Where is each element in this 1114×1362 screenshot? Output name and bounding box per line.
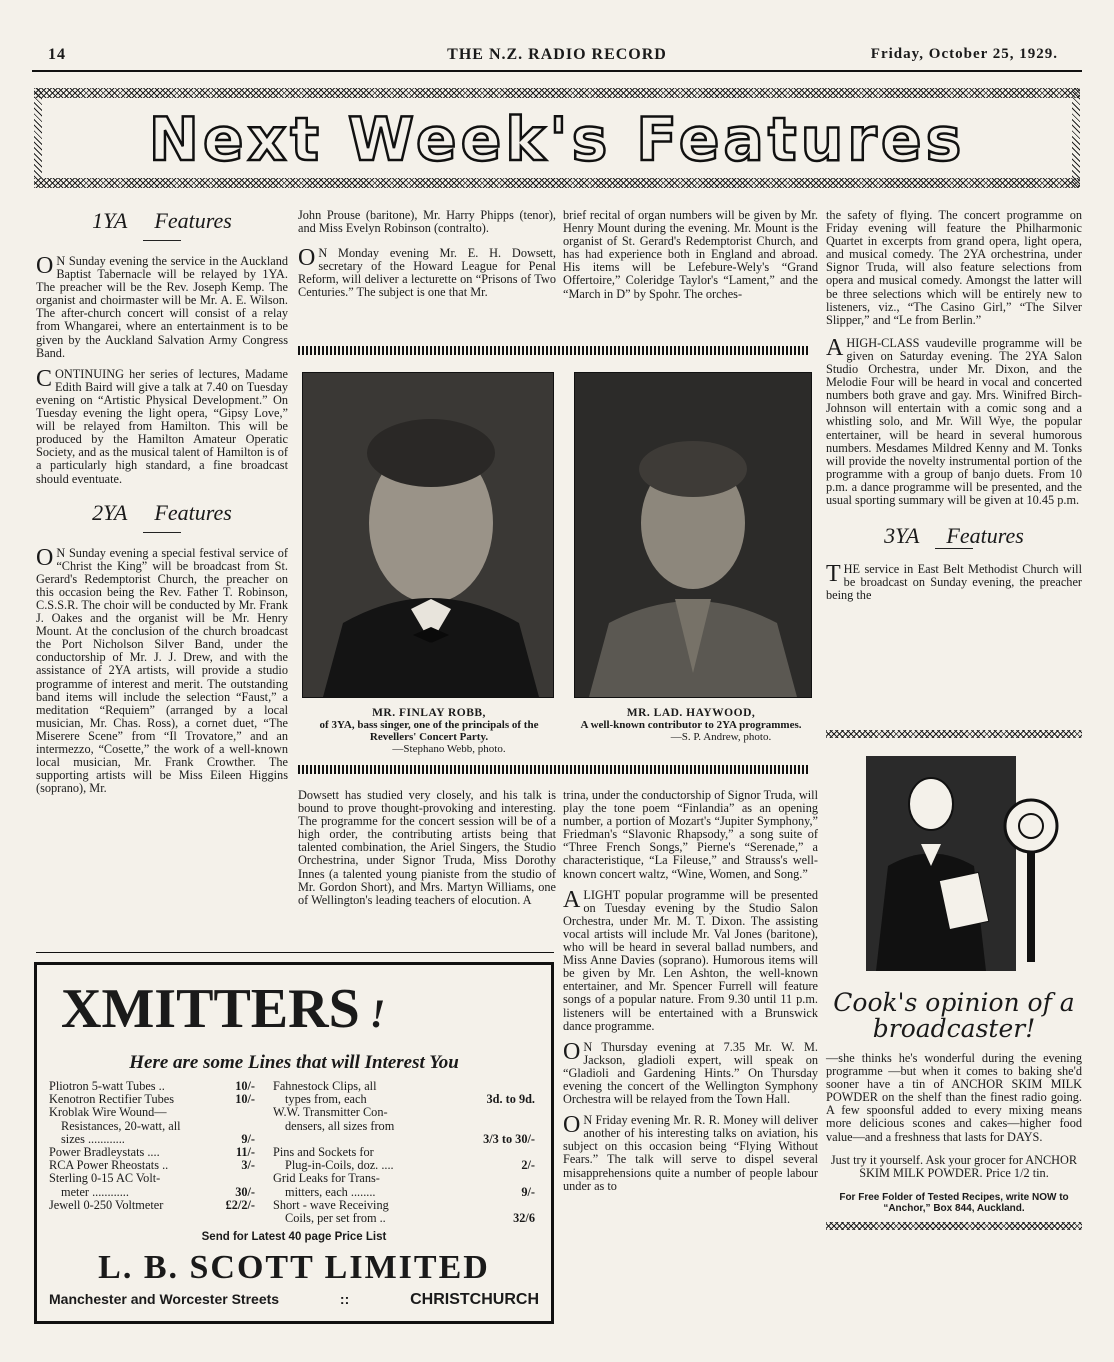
- article-paragraph: AHIGH-CLASS vaudeville programme will be given on Saturday evening. The 2YA Salon Studio Orchestra, under Mr. Dixon, and the Melodie Four will be heard in vocal and concerted numbers both grave and gay. Mrs. Winifred Birch-Johnson will entertain with a comic song and a whistling solo, and Mr. Will Wye, the popular entertainer, will be heard in several humorous numbers. Mesdames Mildred Kenny and M. Tonks will provide the novelty instrumental portion of the programme with a group of banjo duets. From 10 p.m. a dance programme will be presented, and the usual sporting summary will be given at 10.45 p.m.: [826, 334, 1082, 507]
- column-3-bottom: [563, 789, 818, 1201]
- ad-item: Resistances, 20-watt, all: [61, 1118, 181, 1133]
- ad-item: Plug-in-Coils, doz. .... 2/-: [285, 1158, 535, 1173]
- ad-subhead: Here are some Lines that will Interest You: [129, 1052, 459, 1073]
- ad-item: densers, all sizes from: [285, 1118, 395, 1133]
- article-paragraph: John Prouse (baritone), Mr. Harry Phipps (tenor), and Miss Evelyn Robinson (contralto).: [298, 208, 556, 236]
- ad-item: RCA Power Rheostats .. 3/-: [49, 1158, 255, 1173]
- column-3-top: [563, 209, 818, 309]
- column-2-top: [298, 209, 556, 308]
- ad-headline: Cook's opinion of a broadcaster!: [833, 988, 1075, 1043]
- announcer-head: [909, 778, 953, 830]
- ad-item: Coils, per set from .. 32/6: [285, 1211, 535, 1226]
- article-paragraph: the safety of flying. The concert programme on Friday evening will feature the Philharmonic Quartet in excerpts from grand opera, light opera, and musical comedy. The 2YA orchestrina, under Signor Truda, will also feature selections from opera and musical comedy. Amongst the latter will be three selections which will be entirely new to listeners, viz., “The Casino Girl,” “The Silver Slipper,” and “Le from Berlin.”: [826, 208, 1082, 327]
- ad-border-top: [826, 730, 1082, 738]
- article-paragraph: ON Sunday evening the service in the Auckland Baptist Tabernacle will be relayed by 1YA. The preacher will be the Rev. Joseph Kemp. The organist and choirmaster will be Mr. A. E. Wilson. The after-church concert will consist of a relay from Whangarei, where an entertainment is to be given by the Auckland Salvation Army Congress Band.: [36, 253, 288, 360]
- ad-price-list: [49, 1080, 539, 1225]
- microphone-icon: [1005, 800, 1057, 852]
- column-1: [36, 208, 288, 803]
- ad-list-right: [273, 1080, 535, 1225]
- ad-item: Jewell 0-250 Voltmeter £2/2/-: [49, 1197, 255, 1212]
- ad-address-separator: ::: [339, 1291, 350, 1308]
- header-rule: [32, 70, 1082, 72]
- article-paragraph: CONTINUING her series of lectures, Madame Edith Baird will give a talk at 7.40 on Tuesday evening on “Artistic Physical Development.” On Tuesday evening the light opera, “Gipsy Love,” will be relayed from Hamilton. This will be produced by the Hamilton Amateur Operatic Society, and as the musical talent of Hamilton is of a particularly high standard, a fine broadcast should eventuate.: [36, 365, 288, 486]
- section-1ya-title: 1YA Features: [92, 208, 232, 233]
- article-paragraph: trina, under the conductorship of Signor Truda, will play the tone poem “Finlandia” as an opening number, a portion of Mozart's “Jupiter Symphony,” Friedman's “Slavonic Rhapsody,” a song suite of “Three French Songs,” Pierne's “Serenade,” a characteristique, “La Fileuse,” and Strauss's well-known concert waltz, “Wine, Women, and Song.”: [563, 788, 818, 881]
- photo-bottom-rule: [298, 765, 810, 774]
- ad-item: meter ............ 30/-: [61, 1184, 255, 1199]
- ad-item: Kenotron Rectifier Tubes 10/-: [49, 1092, 255, 1107]
- ad-item: mitters, each ........ 9/-: [285, 1184, 535, 1199]
- section-2ya-title: 2YA Features: [92, 499, 232, 525]
- section-rule: [143, 240, 181, 241]
- xmitters-advertisement: [34, 962, 554, 1324]
- article-paragraph: ON Monday evening Mr. E. H. Dowsett, secretary of the Howard League for Penal Reform, will deliver a lecturette on “Prisons of Two Centuries.” The subject is one that Mr.: [298, 245, 556, 300]
- section-divider: [36, 952, 554, 953]
- anchor-advertisement: [826, 730, 1082, 1330]
- portrait-image: [303, 373, 553, 697]
- ad-item: Power Bradleystats .... 11/-: [49, 1145, 255, 1160]
- caption-name: MR. LAD. HAYWOOD,: [626, 707, 756, 719]
- ad-address: [49, 1291, 539, 1309]
- ad-company: L. B. SCOTT LIMITED: [98, 1249, 490, 1287]
- caption-credit: —Stephano Webb, photo.: [392, 743, 506, 755]
- ad-body: —she thinks he's wonderful during the evening programme —but when it comes to baking she'd sooner have a tin of ANCHOR SKIM MILK POWDER on the shelf than the finest radio going. A few spoonsful added to every mixing means more delicious scones and cakes—higher food value—and a freshness that lasts for DAYS.: [826, 1051, 1082, 1144]
- ad-item: Fahnestock Clips, all: [273, 1079, 377, 1093]
- ad-item: Sterling 0-15 AC Volt-: [49, 1171, 161, 1186]
- ad-item: 3/3 to 30/-: [483, 1131, 535, 1146]
- ad-item: Pins and Sockets for: [273, 1145, 374, 1160]
- ad-item: sizes ............ 9/-: [61, 1131, 255, 1146]
- ad-item: Pliotron 5-watt Tubes .. 10/-: [49, 1079, 255, 1093]
- section-rule: [935, 548, 973, 549]
- section-rule: [143, 532, 181, 533]
- caption-name: MR. FINLAY ROBB,: [372, 707, 486, 719]
- ad-list-left: [49, 1080, 255, 1225]
- caption-credit: —S. P. Andrew, photo.: [670, 731, 772, 743]
- article-paragraph: brief recital of organ numbers will be given by Mr. Henry Mount during the evening. Mr. Mount is the organist of St. Gerard's Redemptorist Church, and has had experience both in England and abroad. His items will be Lefebure-Wely's “Grand Offertoire,” Coleridge Taylor's “Lament,” and the “March in D” by Spohr. The orches-: [563, 208, 818, 301]
- caption-desc: A well-known contributor to 2YA programmes.: [580, 719, 802, 731]
- article-paragraph: THE service in East Belt Methodist Church will be broadcast on Sunday evening, the preacher being the: [826, 561, 1082, 603]
- photo-finlay-robb: [302, 372, 554, 698]
- photo-top-rule: [298, 346, 810, 355]
- ad-headline-text: XMITTERS: [61, 978, 360, 1040]
- photo-lad-haywood: [574, 372, 812, 698]
- caption-lad-haywood: [568, 707, 814, 743]
- ad-border-bottom: [826, 1222, 1082, 1230]
- article-paragraph: ON Friday evening Mr. R. R. Money will deliver another of his interesting talks on aviation, his subject on this occasion being “Flying Without Fears.” The talk will serve to dispel several misapprehensions quite a number of people labour under as to: [563, 1112, 818, 1193]
- ad-send-line: Send for Latest 40 page Price List: [201, 1231, 387, 1244]
- ad-item: Short - wave Receiving: [273, 1197, 389, 1212]
- microphone-stand: [1027, 852, 1035, 962]
- ad-item: Grid Leaks for Trans-: [273, 1171, 380, 1186]
- banner-title: [34, 88, 1080, 188]
- issue-date: Friday, October 25, 1929.: [870, 46, 1058, 62]
- announcer-illustration: [826, 746, 1082, 986]
- portrait-image: [575, 373, 811, 697]
- section-3ya-title: 3YA Features: [884, 523, 1024, 549]
- ad-item: types from, each 3d. to 9d.: [285, 1092, 535, 1107]
- banner: [34, 88, 1080, 188]
- ad-headline: [61, 979, 539, 1044]
- publication-title: THE N.Z. RADIO RECORD: [447, 46, 667, 63]
- caption-desc: of 3YA, bass singer, one of the principals of the Revellers' Concert Party.: [319, 719, 539, 743]
- ad-address-street: Manchester and Worcester Streets: [49, 1291, 280, 1308]
- exclamation-mark: !: [359, 991, 386, 1036]
- article-paragraph: ON Sunday evening a special festival service of “Christ the King” will be broadcast from St. Gerard's Redemptorist Church, the preacher on this occasion being the Rev. Father T. Robinson, C.S.S.R. The choir will be conducted by Mr. Frank J. Oakes and the organist will be Mr. Henry Mount. At the conclusion of the church broadcast the Port Nicholson Silver Band, under the conductorship of Mr. J. J. Drew, and with the assistance of 2YA artists, will provide a studio programme of interest and merit. The outstanding band items will include the selection “Faust,” a meditation “Requiem” (arranged by a local musician, Mr. Chas. Ross), a cornet duet, “The Miserere Scene” from “Il Trovatore,” and an intermezzo, “Cosette,” the work of a well-known local musician, Mr. Frank Crowther. The supporting artists will be Miss Eileen Higgins (soprano), Mr.: [36, 544, 288, 796]
- page-number: 14: [48, 46, 66, 63]
- ad-cta: Just try it yourself. Ask your grocer for ANCHOR SKIM MILK POWDER. Price 1/2 tin.: [830, 1152, 1078, 1180]
- column-2-bottom: [298, 789, 556, 915]
- ad-item: Kroblak Wire Wound—: [49, 1105, 167, 1120]
- ad-footer: For Free Folder of Tested Recipes, write NOW to “Anchor,” Box 844, Auckland.: [839, 1191, 1069, 1214]
- article-paragraph: Dowsett has studied very closely, and his talk is bound to prove thought-provoking and interesting. The programme for the concert session will be of a high order, the contributing artists being that talented combination, the Ariel Singers, the Studio Orchestrina, under Signor Truda, Miss Dorothy Innes (a talented young pianiste from the studio of Mr. Gordon Short), and Mrs. Martyn Williams, one of Wellington's leading teachers of elocution. A: [298, 788, 556, 907]
- article-paragraph: ALIGHT popular programme will be presented on Tuesday evening by the Studio Salon Orchestra, under Mr. M. T. Dixon. The assisting vocal artists will include Mr. Val Jones (baritone), who will be heard in several ballad numbers, and Miss Anne Davies (soprano). Humorous items will be given by Mr. Len Ashton, the well-known entertainer, and Mr. Spencer Furrell will feature songs of a popular nature. From 9.30 until 11 p.m. listeners will be entertained with a Brunswick dance programme.: [563, 886, 818, 1033]
- column-4-top: [826, 209, 1082, 610]
- article-paragraph: ON Thursday evening at 7.35 Mr. W. M. Jackson, gladioli expert, will speak on “Gladioli and Gardening Hints.” On Thursday evening the concert of the Wellington Symphony Orchestra will be relayed from the Town Hall.: [563, 1038, 818, 1107]
- ad-item: W.W. Transmitter Con-: [273, 1105, 388, 1120]
- banner-title-text: Next Week's Features: [148, 105, 966, 175]
- ad-address-city: CHRISTCHURCH: [410, 1291, 539, 1309]
- caption-finlay-robb: [300, 707, 558, 755]
